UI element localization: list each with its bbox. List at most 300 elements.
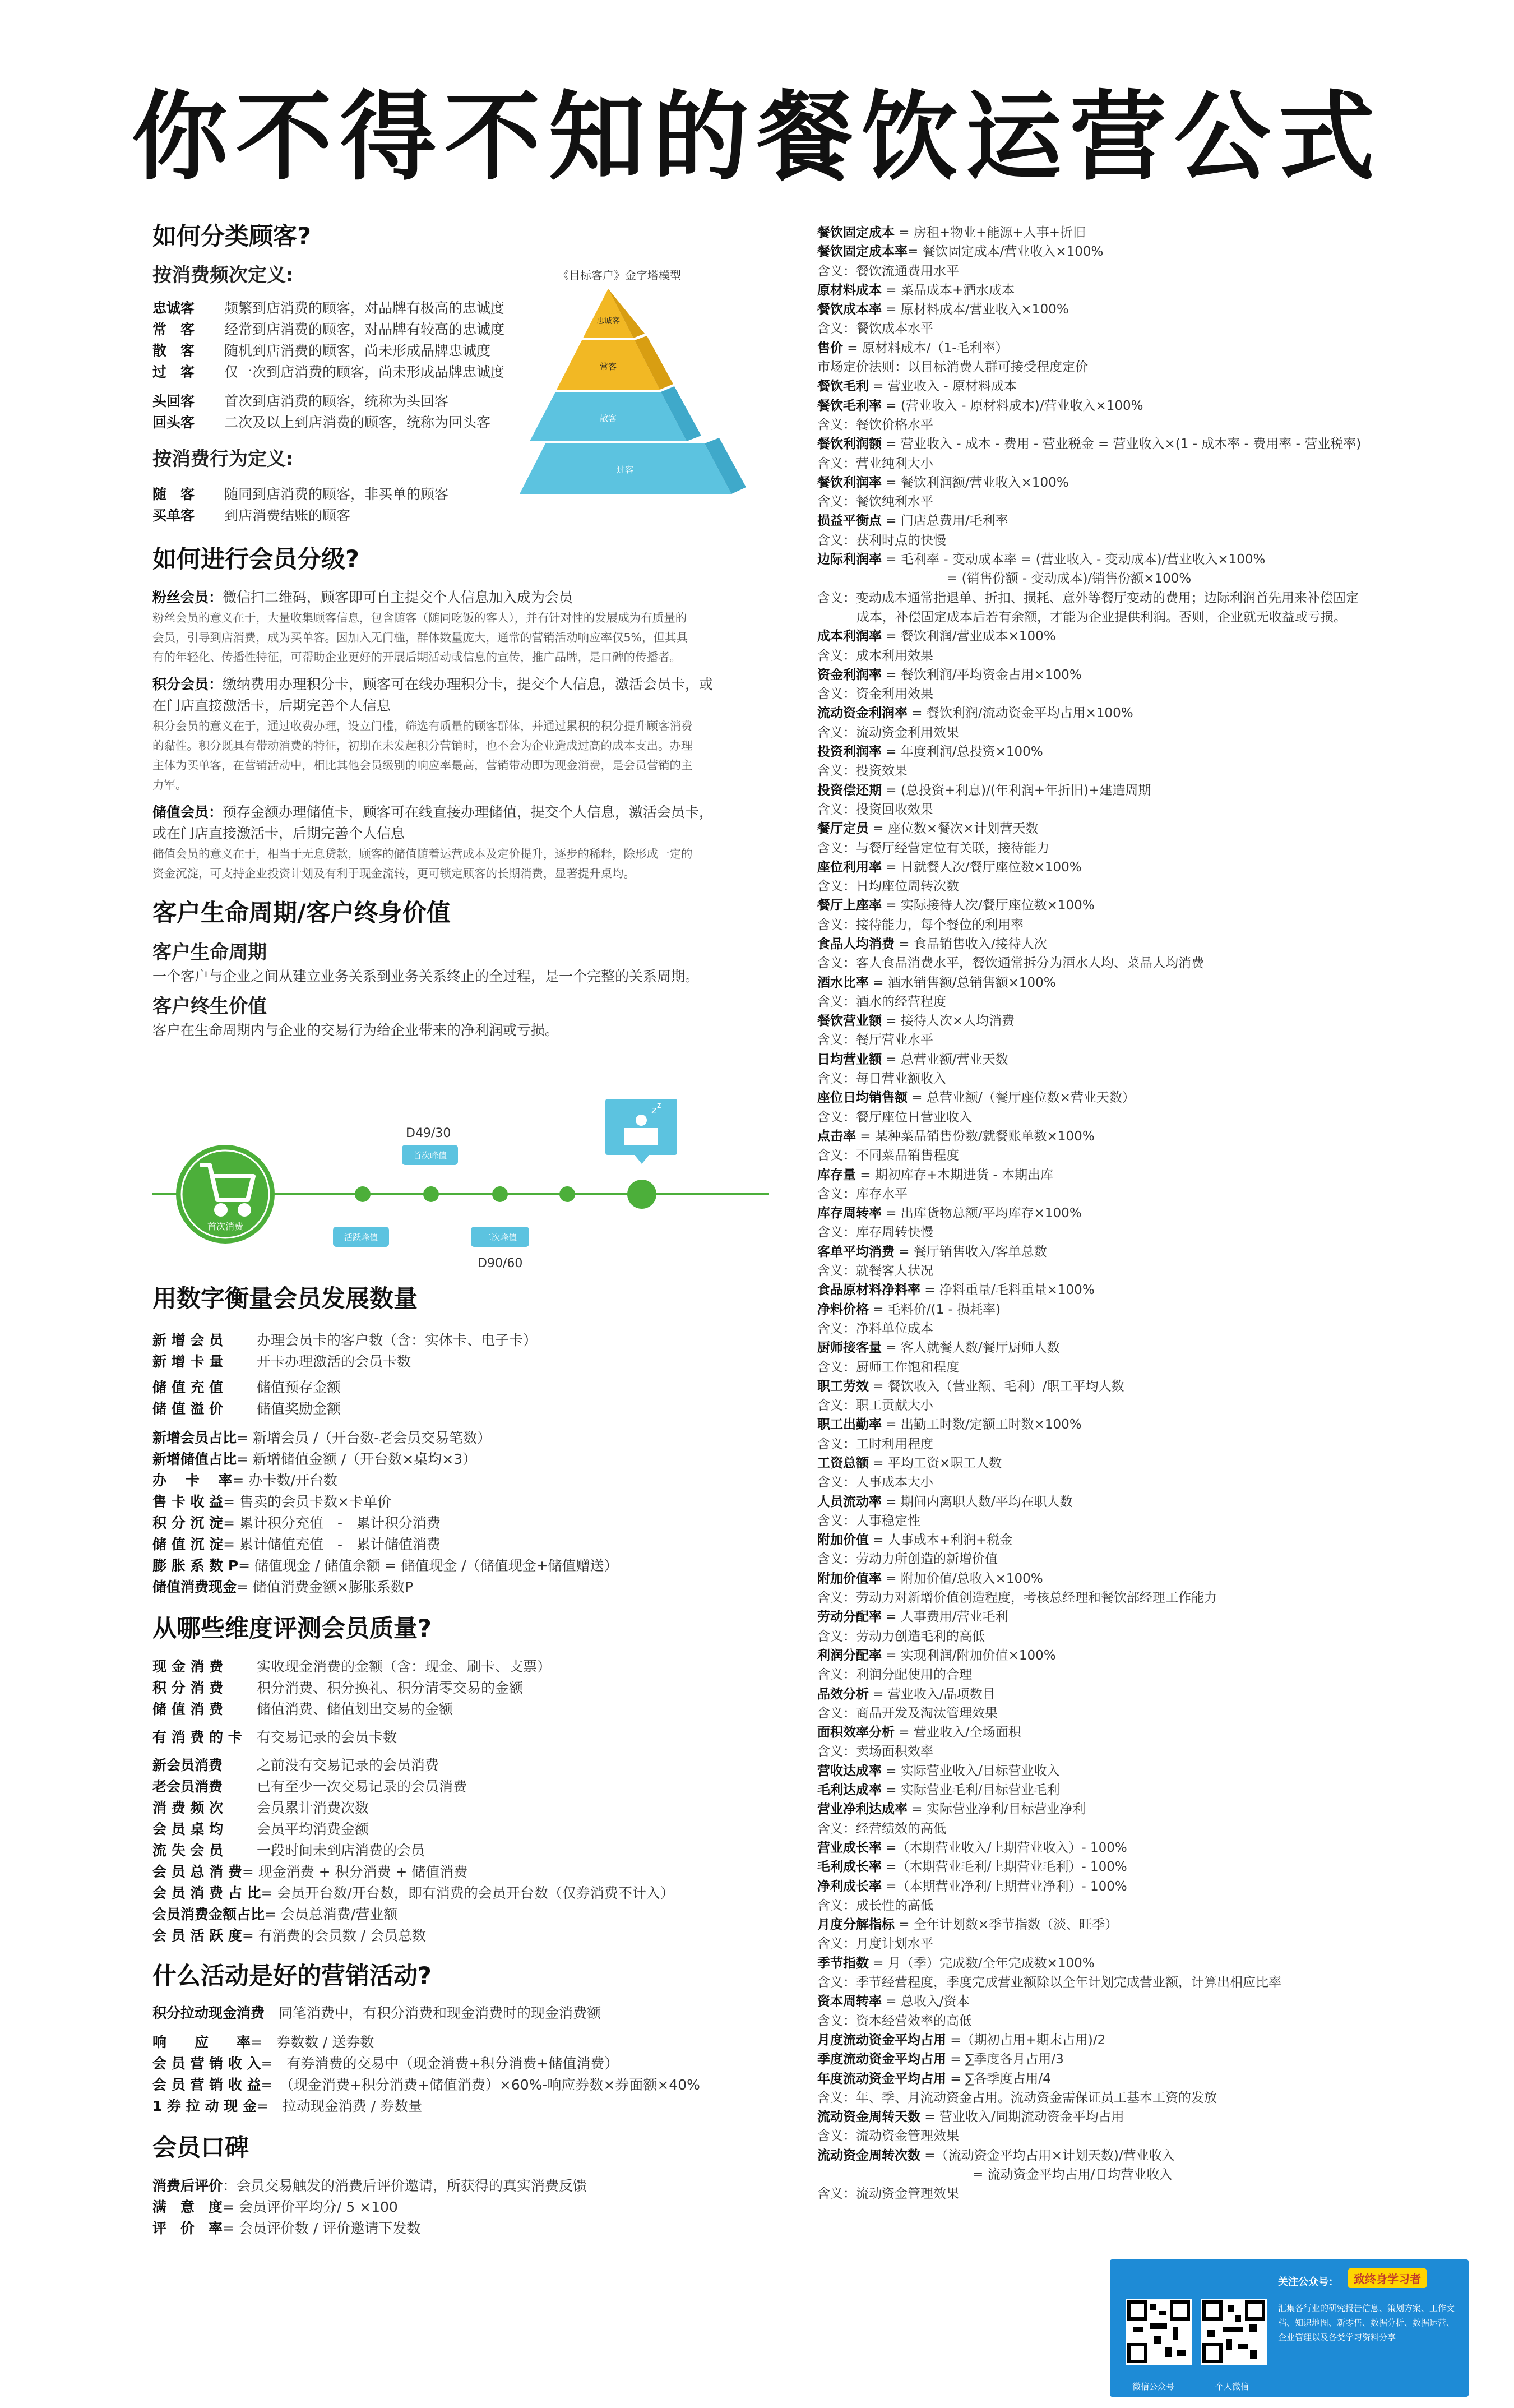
list-item: 有 消 费 的 卡 有交易记录的会员卡数 <box>152 1728 397 1745</box>
formula-row <box>817 1569 1451 1588</box>
qr-caption-personal: 个人微信 <box>1215 2382 1249 2392</box>
formula-term: 客单平均消费 <box>817 1244 895 1259</box>
list-item: 回头客 二次及以上到店消费的顾客，统称为回头客 <box>152 414 491 431</box>
formula-term: 食品人均消费 <box>817 936 895 951</box>
lifecycle-desc: 一个客户与企业之间从建立业务关系到业务关系终止的全过程，是一个完整的关系周期。 <box>152 968 700 985</box>
qr-caption-official: 微信公众号 <box>1132 2382 1175 2392</box>
fan-member-body-2: 会员，引导到店消费，成为买单客。因加入无门槛，群体数量庞大，通常的营销活动响应率仅5%，但其具 <box>152 630 688 644</box>
formula-definition: 含义：就餐客人状况 <box>817 1264 933 1279</box>
formula-note <box>817 1396 1451 1415</box>
list-item: 会 员 活 跃 度= 有消费的会员数 / 会员总数 <box>152 1927 427 1944</box>
formula-term: 毛利达成率 <box>817 1783 882 1798</box>
formula-row <box>817 2031 1451 2050</box>
formula-definition: = 房租+物业+能源+人事+折旧 <box>895 225 1086 240</box>
formula-definition: 含义：资金利用效果 <box>817 687 933 702</box>
formula-definition: 含义：餐饮纯利水平 <box>817 494 933 510</box>
list-item: 现 金 消 费 实收现金消费的金额（含：现金、刷卡、支票） <box>152 1658 552 1675</box>
formula-term: 餐饮营业额 <box>817 1014 882 1029</box>
formula-term: 座位利用率 <box>817 859 882 875</box>
formula-term: 点击率 <box>817 1129 856 1144</box>
formula-definition: 含义：营业纯利大小 <box>817 456 933 471</box>
member-count-list <box>152 1330 769 1598</box>
formula-term: 酒水比率 <box>817 975 869 990</box>
list-item: 储 值 消 费 储值消费、储值划出交易的金额 <box>152 1700 453 1717</box>
formula-definition: =（流动资金平均占用×计划天数)/营业收入 <box>920 2148 1175 2163</box>
promo-text: 汇集各行业的研究报告信息、策划方案、工作文档、知识地图、新零售、数据分析、数据运营、企业管理以及各类学习资料分享 <box>1278 2303 1455 2342</box>
formula-note <box>817 1473 1451 1492</box>
formula-term: 餐饮成本率 <box>817 302 882 317</box>
formula-row <box>817 1377 1451 1396</box>
formula-row <box>817 339 1451 358</box>
points-member-lead: 积分会员：缴纳费用办理积分卡，顾客可在线办理积分卡，提交个人信息，激活会员卡，或 <box>152 676 714 692</box>
formula-term: 附加价值率 <box>817 1571 882 1586</box>
formula-definition: 含义：商品开发及淘汰管理效果 <box>817 1706 998 1721</box>
list-item: 膨 胀 系 数 P= 储值现金 / 储值余额 = 储值现金 /（储值现金+储值赠送） <box>152 1557 618 1574</box>
formula-definition: = (销售份额 - 变动成本)/销售份额×100% <box>856 571 1192 586</box>
formula-definition: 含义：工时利用程度 <box>817 1436 933 1452</box>
formula-definition: = ∑各季度占用/4 <box>946 2071 1051 2086</box>
list-item: 随 客 随同到店消费的顾客，非买单的顾客 <box>152 486 449 502</box>
marketing-list <box>152 2032 769 2117</box>
formula-note <box>817 608 1451 627</box>
formula-term: 食品原材料净料率 <box>817 1283 920 1298</box>
formula-definition: = 营业收入/同期流动资金平均占用 <box>920 2110 1124 2125</box>
formula-note <box>817 646 1451 665</box>
formula-definition: = 月（季）完成数/全年完成数×100% <box>869 1956 1095 1971</box>
formula-row <box>817 300 1451 319</box>
list-item: 头回客 首次到店消费的顾客，统称为头回客 <box>152 392 449 409</box>
formula-note <box>817 415 1451 435</box>
formula-term: 面积效率分析 <box>817 1725 895 1740</box>
list-item: 新增储值占比= 新增储值金额 /（开台数×桌均×3） <box>152 1450 477 1467</box>
formula-definition: = 人事成本+利润+税金 <box>869 1533 1013 1548</box>
formula-term: 季节指数 <box>817 1956 869 1971</box>
page-title: 你不得不知的餐饮运营公式 <box>131 81 1383 193</box>
formula-row <box>817 858 1451 877</box>
formula-definition: = 年度利润/总投资×100% <box>882 745 1043 760</box>
formula-row <box>817 281 1451 300</box>
points-member-lead-2: 在门店直接激活卡，后期完善个人信息 <box>152 697 391 714</box>
formula-term: 职工劳效 <box>817 1379 869 1394</box>
formula-term: 餐饮固定成本率 <box>817 244 908 260</box>
subheading-lifecycle: 客户生命周期 <box>152 941 267 964</box>
d90-label: D90/60 <box>478 1256 523 1270</box>
formula-row <box>817 704 1451 723</box>
section-heading-reputation: 会员口碑 <box>152 2133 249 2162</box>
formula-definition: = 食品销售收入/接待人次 <box>895 936 1047 951</box>
formula-note <box>817 916 1451 935</box>
formula-row <box>817 1992 1451 2011</box>
formula-term: 座位日均销售额 <box>817 1090 908 1106</box>
list-item: 会员消费金额占比= 会员总消费/营业额 <box>152 1906 398 1922</box>
formula-definition: = 平均工资×职工人数 <box>869 1456 1002 1471</box>
qr-promo-panel <box>1110 2259 1469 2397</box>
list-item: 老会员消费 已有至少一次交易记录的会员消费 <box>152 1778 467 1795</box>
formula-definition: = 实际营业毛利/目标营业毛利 <box>882 1783 1060 1798</box>
formula-note <box>817 1319 1451 1338</box>
formula-note <box>817 1627 1451 1646</box>
formula-definition: = 毛料价/(1 - 损耗率) <box>869 1302 1001 1317</box>
qr-code-personal-wechat[interactable] <box>1201 2299 1267 2365</box>
formula-definition: = 净料重量/毛料重量×100% <box>920 1283 1095 1298</box>
formula-definition: 含义：投资回收效果 <box>817 802 933 817</box>
formula-definition: = 附加价值/总收入×100% <box>882 1571 1043 1586</box>
formula-definition: = 座位数×餐次×计划营天数 <box>869 821 1039 836</box>
formula-definition: =（期初占用+期末占用)/2 <box>946 2032 1106 2048</box>
formula-term: 营业成长率 <box>817 1840 882 1855</box>
formula-row <box>817 396 1451 415</box>
formula-term: 餐厅上座率 <box>817 898 882 913</box>
formula-definition: 含义：职工贡献大小 <box>817 1398 933 1413</box>
formula-term: 品效分析 <box>817 1686 869 1702</box>
formula-definition: = (总投资+利息)/(年利润+年折旧)+建造周期 <box>882 783 1151 798</box>
formula-note <box>817 1261 1451 1281</box>
formula-row <box>817 1954 1451 1973</box>
formula-note <box>817 1358 1451 1377</box>
list-item: 会 员 营 销 收 益= （现金消费+积分消费+储值消费）×60%-响应券数×券面额×40% <box>152 2076 700 2093</box>
list-item: 储 值 充 值 储值预存金额 <box>152 1379 341 1395</box>
formula-definition: = 人事费用/营业毛利 <box>882 1610 1008 1625</box>
formula-row <box>817 1800 1451 1819</box>
formula-term: 人员流动率 <box>817 1494 882 1509</box>
formula-term: 原材料成本 <box>817 283 882 298</box>
formula-note <box>817 877 1451 896</box>
formula-row <box>817 1281 1451 1300</box>
account-name-badge: 致终身学习者 <box>1348 2268 1427 2288</box>
list-item: 买单客 到店消费结账的顾客 <box>152 507 351 524</box>
formula-note <box>817 1742 1451 1761</box>
pyramid-label-4: 过客 <box>616 465 634 475</box>
stored-value-body-2: 资金沉淀，可支持企业投资计划及有利于现金流转，更可锁定顾客的长期消费，显著提升桌均。 <box>152 866 635 880</box>
formula-definition: 含义：餐厅座位日营业收入 <box>817 1110 972 1125</box>
formula-row <box>817 1723 1451 1742</box>
formula-term: 流动资金利润率 <box>817 706 908 721</box>
formula-definition: = 总收入/资本 <box>882 1994 970 2009</box>
formula-term: 年度流动资金平均占用 <box>817 2071 946 2086</box>
formula-term: 损益平衡点 <box>817 514 882 529</box>
formula-definition: 含义：资本经营效率的高低 <box>817 2013 972 2028</box>
formula-term: 库存量 <box>817 1167 856 1182</box>
formula-definition: =（本期营业收入/上期营业收入）- 100% <box>882 1840 1127 1855</box>
list-item: 新增会员占比= 新增会员 /（开台数-老会员交易笔数） <box>152 1429 492 1446</box>
formula-definition: 含义：餐饮价格水平 <box>817 417 933 432</box>
list-item: 会 员 消 费 占 比= 会员开台数/开台数，即有消费的会员开台数（仅券消费不计入） <box>152 1884 674 1901</box>
formula-definition: 含义：餐饮流通费用水平 <box>817 264 959 279</box>
formula-row <box>817 2146 1451 2165</box>
marketing-intro: 积分拉动现金消费 同笔消费中，有积分消费和现金消费时的现金消费额 <box>152 2004 601 2021</box>
formula-row <box>817 819 1451 838</box>
qr-code-icon <box>1201 2299 1267 2365</box>
formula-note <box>817 761 1451 780</box>
timeline-node <box>492 1186 508 1202</box>
section-heading-marketing: 什么活动是好的营销活动? <box>152 1962 432 1990</box>
dormant-customer-icon <box>605 1099 677 1164</box>
formula-term: 售价 <box>817 340 843 355</box>
formula-definition: = 总营业额/营业天数 <box>882 1052 1008 1067</box>
formula-row <box>817 550 1451 569</box>
list-item: 消 费 频 次 会员累计消费次数 <box>152 1799 369 1816</box>
list-item: 会 员 桌 均 会员平均消费金额 <box>152 1820 369 1837</box>
formula-term: 餐厅定员 <box>817 821 869 836</box>
fan-member-body-1: 粉丝会员的意义在于，大量收集顾客信息，包含随客（随同吃饭的客人），并有针对性的发展成为有质量的 <box>152 611 687 625</box>
formula-definition: 含义：流动资金利用效果 <box>817 725 959 740</box>
section-heading-classify: 如何分类顾客? <box>152 223 311 251</box>
formula-definition: = 原材料成本/营业收入×100% <box>882 302 1069 317</box>
formula-row <box>817 242 1451 261</box>
formula-definition: = 菜品成本+酒水成本 <box>882 283 1015 298</box>
section-heading-member-count: 用数字衡量会员发展数量 <box>152 1285 418 1313</box>
qr-code-official-account[interactable] <box>1126 2299 1192 2365</box>
formula-note <box>817 1223 1451 1242</box>
formula-definition: 含义：厨师工作饱和程度 <box>817 1360 959 1375</box>
formula-term: 日均营业额 <box>817 1052 882 1067</box>
formula-note <box>817 589 1451 608</box>
stored-value-member-lead-2: 或在门店直接激活卡，后期完善个人信息 <box>152 825 405 842</box>
formula-note <box>817 1665 1451 1684</box>
formula-note <box>817 800 1451 819</box>
formula-definition: 含义：每日营业额收入 <box>817 1071 946 1087</box>
formula-row <box>817 1607 1451 1626</box>
formula-definition: 含义：酒水的经营程度 <box>817 994 946 1009</box>
svg-text:活跃峰值: 活跃峰值 <box>344 1232 378 1242</box>
formula-definition: 含义：劳动力所创造的新增价值 <box>817 1552 998 1567</box>
formula-definition: 含义：库存周转快慢 <box>817 1225 933 1240</box>
formula-definition: = 营业收入/全场面积 <box>895 1725 1021 1740</box>
formula-definition: = 期间内离职人数/平均在职人数 <box>882 1494 1073 1509</box>
formula-term: 资金利润率 <box>817 667 882 682</box>
formula-definition: = 实际营业净利/目标营业净利 <box>908 1802 1086 1817</box>
formula-term: 季度流动资金平均占用 <box>817 2052 946 2067</box>
formula-definition: = 餐饮利润额/营业收入×100% <box>882 475 1069 490</box>
formula-row <box>817 1204 1451 1223</box>
subheading-lifetime-value: 客户终生价值 <box>152 995 267 1018</box>
formula-note <box>817 1185 1451 1204</box>
formula-row <box>817 1338 1451 1357</box>
formula-definition: 含义：流动资金管理效果 <box>817 2187 959 2202</box>
formula-term: 利润分配率 <box>817 1648 882 1663</box>
list-item: 满 意 度= 会员评价平均分/ 5 ×100 <box>152 2198 398 2215</box>
list-item: 消费后评价：会员交易触发的消费后评价邀请，所获得的真实消费反馈 <box>152 2177 587 2194</box>
list-item: 评 价 率= 会员评价数 / 评价邀请下发数 <box>152 2220 421 2236</box>
formula-definition: = 酒水销售额/总销售额×100% <box>869 975 1056 990</box>
formula-note <box>817 531 1451 550</box>
customer-lifecycle-timeline <box>152 1093 769 1278</box>
list-item: 储值消费现金= 储值消费金额×膨胀系数P <box>152 1578 413 1595</box>
formula-note <box>817 569 1451 588</box>
section-heading-member-quality: 从哪些维度评测会员质量? <box>152 1614 432 1643</box>
formula-definition: = 全年计划数×季节指数（淡、旺季） <box>895 1917 1118 1933</box>
formula-definition: 含义：年、季、月流动资金占用。流动资金需保证员工基本工资的发放 <box>817 2090 1217 2105</box>
formula-column <box>817 223 1451 2204</box>
list-item: 会 员 总 消 费= 现金消费 + 积分消费 + 储值消费 <box>152 1863 468 1880</box>
formula-term: 库存周转率 <box>817 1206 882 1221</box>
list-item: 新 增 会 员 办理会员卡的客户数（含：实体卡、电子卡） <box>152 1332 538 1348</box>
formula-note <box>817 2012 1451 2031</box>
list-item: 常 客 经常到店消费的顾客，对品牌有较高的忠诚度 <box>152 321 505 338</box>
formula-definition: 含义：变动成本通常指退单、折扣、损耗、意外等餐厅变动的费用；边际利润首先用来补偿固定 <box>817 590 1359 606</box>
formula-definition: 含义：人事稳定性 <box>817 1513 920 1528</box>
formula-definition: = 出库货物总额/平均库存×100% <box>882 1206 1082 1221</box>
formula-definition: 含义：经营绩效的高低 <box>817 1821 946 1836</box>
formula-note <box>817 1512 1451 1531</box>
formula-definition: = 流动资金平均占用/日均营业收入 <box>856 2167 1173 2182</box>
formula-note <box>817 2165 1451 2184</box>
formula-note <box>817 992 1451 1011</box>
formula-definition: = 期初库存+本期进货 - 本期出库 <box>856 1167 1054 1182</box>
formula-term: 厨师接客量 <box>817 1341 882 1356</box>
formula-definition: 含义：与餐厅经营定位有关联，接待能力 <box>817 840 1049 856</box>
formula-term: 毛利成长率 <box>817 1860 882 1875</box>
list-item: 散 客 随机到店消费的顾客，尚未形成品牌忠诚度 <box>152 342 491 359</box>
formula-definition: 含义：投资效果 <box>817 764 908 779</box>
formula-note <box>817 1030 1451 1050</box>
formula-definition: 含义：成长性的高低 <box>817 1898 933 1913</box>
formula-definition: = 接待人次×人均消费 <box>882 1014 1015 1029</box>
formula-term: 营收达成率 <box>817 1763 882 1778</box>
list-item: 储 值 沉 淀= 累计储值充值 - 累计储值消费 <box>152 1536 441 1552</box>
formula-row <box>817 377 1451 396</box>
formula-row <box>817 2050 1451 2069</box>
timeline-end-node <box>627 1180 656 1209</box>
formula-definition: = 营业收入/品项数目 <box>869 1686 996 1702</box>
formula-note <box>817 1973 1451 1992</box>
formula-term: 餐饮毛利率 <box>817 398 882 413</box>
formula-term: 边际利润率 <box>817 552 882 567</box>
reputation-list <box>152 2175 769 2239</box>
list-item: 新 增 卡 量 开卡办理激活的会员卡数 <box>152 1353 411 1370</box>
formula-definition: 含义：劳动力创造毛利的高低 <box>817 1629 985 1644</box>
svg-text:二次峰值: 二次峰值 <box>483 1232 517 1242</box>
list-item: 会 员 营 销 收 入= 有券消费的交易中（现金消费+积分消费+储值消费） <box>152 2055 619 2072</box>
formula-definition: = 某种菜品销售份数/就餐账单数×100% <box>856 1129 1095 1144</box>
formula-note <box>817 723 1451 742</box>
formula-definition: =（本期营业净利/上期营业净利）- 100% <box>882 1879 1127 1894</box>
svg-text:首次峰值: 首次峰值 <box>413 1150 447 1161</box>
formula-definition: =（本期营业毛利/上期营业毛利）- 100% <box>882 1860 1127 1875</box>
fan-member-lead: 粉丝会员：微信扫二维码，顾客即可自主提交个人信息加入成为会员 <box>152 589 573 606</box>
formula-row <box>817 973 1451 992</box>
formula-note <box>817 1934 1451 1953</box>
formula-row <box>817 1011 1451 1030</box>
formula-definition: = 总营业额/（餐厅座位数×营业天数） <box>908 1090 1135 1106</box>
formula-definition: 含义：月度计划水平 <box>817 1936 933 1952</box>
formula-term: 流动资金周转次数 <box>817 2148 920 2163</box>
svg-text:z: z <box>651 1104 657 1116</box>
formula-note <box>817 492 1451 511</box>
formula-row <box>817 1415 1451 1434</box>
formula-definition: 含义：净料单位成本 <box>817 1321 933 1336</box>
formula-definition: = 实际营业收入/目标营业收入 <box>882 1763 1060 1778</box>
formula-row <box>817 1492 1451 1512</box>
formula-row <box>817 1088 1451 1107</box>
formula-row <box>817 627 1451 646</box>
formula-definition: = 门店总费用/毛利率 <box>882 514 1008 529</box>
formula-row <box>817 435 1451 454</box>
formula-definition: 含义：获利时点的快慢 <box>817 533 946 548</box>
formula-row <box>817 473 1451 492</box>
formula-term: 月度流动资金平均占用 <box>817 2032 946 2048</box>
formula-definition: = 客人就餐人数/餐厅厨师人数 <box>882 1341 1060 1356</box>
formula-term: 劳动分配率 <box>817 1610 882 1625</box>
fan-member-body-3: 有的年轻化、传播性特征，可帮助企业更好的开展后期活动或信息的宣传，推广品牌，是口碑的传播者。 <box>152 650 681 664</box>
formula-note <box>817 454 1451 473</box>
first-purchase-label: 首次消费 <box>207 1221 244 1232</box>
formula-definition: 含义：不同菜品销售程度 <box>817 1148 959 1163</box>
formula-row <box>817 1050 1451 1069</box>
lifetime-value-desc: 客户在生命周期内与企业的交易行为给企业带来的净利润或亏损。 <box>152 1022 559 1039</box>
formula-definition: 含义：人事成本大小 <box>817 1475 933 1490</box>
list-item: 过 客 仅一次到店消费的顾客，尚未形成品牌忠诚度 <box>152 363 505 380</box>
formula-row <box>817 1838 1451 1857</box>
subheading-behavior: 按消费行为定义: <box>152 447 294 470</box>
formula-term: 净利成长率 <box>817 1879 882 1894</box>
formula-row <box>817 1242 1451 1261</box>
formula-definition: 含义：季节经营程度，季度完成营业额除以全年计划完成营业额，计算出相应比率 <box>817 1975 1281 1990</box>
formula-note <box>817 1108 1451 1127</box>
formula-row <box>817 1300 1451 1319</box>
formula-term: 营业净利达成率 <box>817 1802 908 1817</box>
formula-row <box>817 1685 1451 1704</box>
pyramid-label-1: 忠诚客 <box>596 317 620 326</box>
timeline-graphic <box>152 1093 769 1278</box>
formula-row <box>817 1915 1451 1934</box>
timeline-node <box>559 1186 575 1202</box>
formula-row <box>817 1531 1451 1550</box>
formula-row <box>817 1127 1451 1146</box>
formula-definition: 市场定价法则：以目标消费人群可接受程度定价 <box>817 360 1088 375</box>
formula-row <box>817 781 1451 800</box>
formula-definition: 含义：流动资金管理效果 <box>817 2129 959 2144</box>
formula-note <box>817 839 1451 858</box>
formula-note <box>817 1819 1451 1838</box>
formula-definition: 含义：劳动力对新增价值创造程度，考核总经理和餐饮部经理工作能力 <box>817 1591 1217 1606</box>
formula-definition: = 出勤工时数/定额工时数×100% <box>882 1417 1082 1432</box>
formula-definition: 含义：库存水平 <box>817 1186 908 1201</box>
formula-definition: = 营业收入 - 成本 - 费用 - 营业税金 = 营业收入×(1 - 成本率 - 费用率 - 营业税率) <box>882 437 1362 452</box>
formula-definition: = 餐饮收入（营业额、毛利）/职工平均人数 <box>869 1379 1124 1394</box>
list-item: 忠诚客 频繁到店消费的顾客，对品牌有极高的忠诚度 <box>152 299 505 316</box>
qr-code-icon <box>1126 2299 1192 2365</box>
list-item: 响 应 率= 券数数 / 送券数 <box>152 2033 374 2050</box>
formula-definition: = (营业收入 - 原材料成本)/营业收入×100% <box>882 398 1143 413</box>
list-item: 储 值 溢 价 储值奖励金额 <box>152 1400 341 1417</box>
formula-definition: = 实现利润/附加价值×100% <box>882 1648 1056 1663</box>
formula-term: 月度分解指标 <box>817 1917 895 1933</box>
formula-term: 投资利润率 <box>817 745 882 760</box>
formula-row <box>817 1877 1451 1896</box>
points-member-body-4: 力军。 <box>152 778 187 792</box>
follow-label: 关注公众号： <box>1278 2276 1339 2288</box>
formula-definition: = 营业收入 - 原材料成本 <box>869 379 1017 394</box>
subheading-frequency: 按消费频次定义: <box>152 264 294 286</box>
formula-definition: 成本，补偿固定成本后若有余额，才能为企业提供利润。否则，企业就无收益或亏损。 <box>856 609 1346 625</box>
formula-note <box>817 319 1451 338</box>
formula-definition: = 餐饮利润/平均资金占用×100% <box>882 667 1082 682</box>
formula-note <box>817 1704 1451 1723</box>
stored-value-member-lead: 储值会员：预存金额办理储值卡，顾客可在线直接办理储值，提交个人信息，激活会员卡， <box>152 803 714 820</box>
formula-term: 餐饮固定成本 <box>817 225 895 240</box>
formula-term: 职工出勤率 <box>817 1417 882 1432</box>
section-heading-tiers: 如何进行会员分级? <box>152 545 359 574</box>
list-item: 流 失 会 员 一段时间未到店消费的会员 <box>152 1842 425 1859</box>
pyramid-label-2: 常客 <box>599 362 617 372</box>
formula-note <box>817 1069 1451 1088</box>
svg-text:z: z <box>657 1101 661 1110</box>
formula-term: 餐饮利润额 <box>817 437 882 452</box>
list-item: 积 分 消 费 积分消费、积分换礼、积分清零交易的金额 <box>152 1679 524 1696</box>
points-member-body-1: 积分会员的意义在于，通过收费办理，设立门槛，筛选有质量的顾客群体，并通过累积的积分提升顾客消费 <box>152 719 693 733</box>
formula-row <box>817 2107 1451 2127</box>
